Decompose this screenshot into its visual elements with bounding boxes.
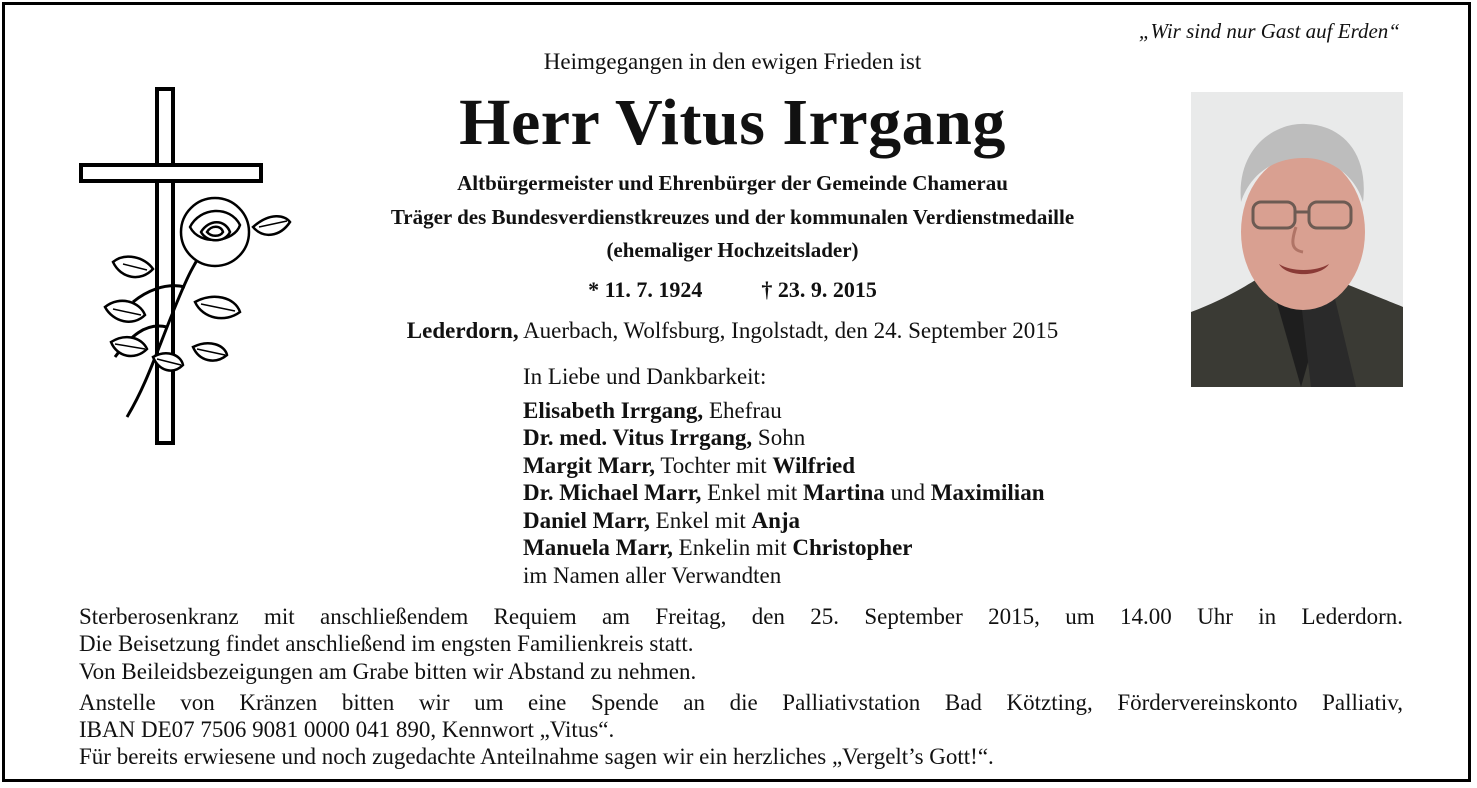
deceased-name: Herr Vitus Irrgang <box>459 86 1006 159</box>
notice-requiem: Sterberosenkranz mit anschließendem Requiem am Freitag, den 25. September 2015, um 14.00 Uhr in Lederdorn. <box>79 604 1403 629</box>
place-main: Lederdorn, <box>406 318 519 343</box>
notice-burial: Die Beisetzung findet anschließend im engsten Familienkreis statt. <box>79 631 694 656</box>
mourners-list <box>523 363 1045 589</box>
mourner-line: Dr. med. Vitus Irrgang, Sohn <box>523 425 806 450</box>
intro-line: Heimgegangen in den ewigen Frieden ist <box>543 49 922 74</box>
mourner-line: Elisabeth Irrgang, Ehefrau <box>523 397 782 423</box>
mourner-line: Dr. Michael Marr, Enkel mit Martina und Maximilian <box>523 480 1045 505</box>
title-mayor: Altbürgermeister und Ehrenbürger der Gemeinde Chamerau <box>457 171 1008 195</box>
notice-donation-iban: IBAN DE07 7506 9081 0000 041 890, Kennwort „Vitus“. <box>79 717 615 742</box>
mourners-lead: In Liebe und Dankbarkeit: <box>523 364 767 389</box>
motto: „Wir sind nur Gast auf Erden“ <box>1138 19 1400 43</box>
title-former-role: (ehemaliger Hochzeitslader) <box>606 238 859 262</box>
mourners-closing: im Namen aller Verwandten <box>523 562 782 588</box>
mourner-line: Margit Marr, Tochter mit Wilfried <box>523 452 856 478</box>
birth-date: * 11. 7. 1924 <box>588 277 703 302</box>
death-date: † 23. 9. 2015 <box>761 277 877 302</box>
notice-condolence: Von Beileidsbezeigungen am Grabe bitten wir Abstand zu nehmen. <box>79 659 697 684</box>
place-rest: Auerbach, Wolfsburg, Ingolstadt, den 24. September 2015 <box>518 318 1059 343</box>
obituary-card <box>2 2 1471 782</box>
notice-thanks: Für bereits erwiesene und noch zugedachte Anteilnahme sagen wir ein herzliches „Vergelt’s Gott!“. <box>79 744 994 769</box>
title-decorations: Träger des Bundesverdienstkreuzes und der kommunalen Verdienstmedaille <box>390 205 1075 229</box>
portrait-photo <box>1191 92 1403 387</box>
mourner-line: Daniel Marr, Enkel mit Anja <box>523 507 801 533</box>
notice-donation: Anstelle von Kränzen bitten wir um eine Spende an die Palliativstation Bad Kötzting, Fördervereinskonto Palliativ, <box>79 690 1403 715</box>
mourner-line: Manuela Marr, Enkelin mit Christopher <box>523 535 913 560</box>
